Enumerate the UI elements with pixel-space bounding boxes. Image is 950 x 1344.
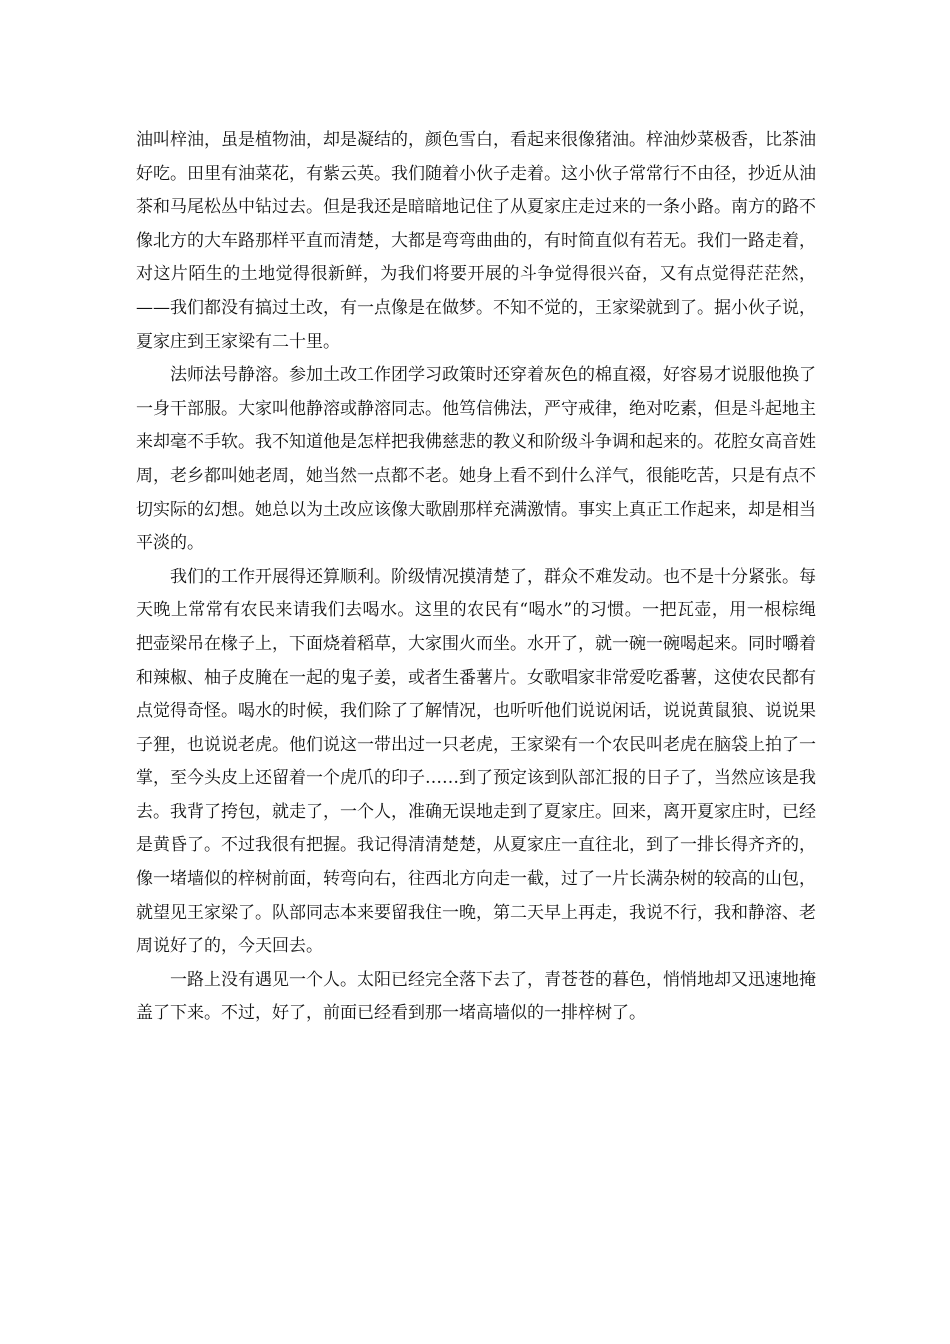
paragraph-4: 一路上没有遇见一个人。太阳已经完全落下去了，青苍苍的暮色，悄悄地却又迅速地掩盖了下来。不过，好了，前面已经看到那一堵高墙似的一排梓树了。 bbox=[136, 969, 816, 1024]
paragraph-3: 我们的工作开展得还算顺利。阶级情况摸清楚了，群众不难发动。也不是十分紧张。每天晚上常常有农民来请我们去喝水。这里的农民有“喝水”的习惯。一把瓦壶，用一根棕绳把壶梁吊在椽子上，下面烧着稻草，大家围火而坐。水开了，就一碗一碗喝起来。同时嚼着和辣椒、柚子皮腌在一起的鬼子姜，或者生番薯片。女歌唱家非常爱吃番薯，这使农民都有点觉得奇怪。喝水的时候，我们除了了解情况，也听听他们说说闲话，说说黄鼠狼、说说果子狸，也说说老虎。他们说这一带出过一只老虎，王家梁有一个农民叫老虎在脑袋上拍了一掌，至今头皮上还留着一个虎爪的印子……到了预定该到队部汇报的日子了，当然应该是我去。我背了挎包，就走了，一个人，准确无误地走到了夏家庄。回来，离开夏家庄时，已经是黄昏了。不过我很有把握。我记得清清楚楚，从夏家庄一直往北，到了一排长得齐齐的，像一堵墙似的梓树前面，转弯向右，往西北方向走一截，过了一片长满杂树的较高的山包，就望见王家梁了。队部同志本来要留我住一晚，第二天早上再走，我说不行，我和静溶、老周说好了的，今天回去。 bbox=[136, 566, 816, 957]
paragraph-2: 法师法号静溶。参加土改工作团学习政策时还穿着灰色的棉直裰，好容易才说服他换了一身干部服。大家叫他静溶或静溶同志。他笃信佛法，严守戒律，绝对吃素，但是斗起地主来却毫不手软。我不知道他是怎样把我佛慈悲的教义和阶级斗争调和起来的。花腔女高音姓周，老乡都叫她老周，她当然一点都不老。她身上看不到什么洋气，很能吃苦，只是有点不切实际的幻想。她总以为土改应该像大歌剧那样充满激情。事实上真正工作起来，却是相当平淡的。 bbox=[136, 365, 816, 554]
paragraph-1: 油叫梓油，虽是植物油，却是凝结的，颜色雪白，看起来很像猪油。梓油炒菜极香，比茶油好吃。田里有油菜花，有紫云英。我们随着小伙子走着。这小伙子常常行不由径，抄近从油茶和马尾松丛中钻过去。但是我还是暗暗地记住了从夏家庄走过来的一条小路。南方的路不像北方的大车路那样平直而清楚，大都是弯弯曲曲的，有时简直似有若无。我们一路走着，对这片陌生的土地觉得很新鲜，为我们将要开展的斗争觉得很兴奋，又有点觉得茫茫然，——我们都没有搞过土改，有一点像是在做梦。不知不觉的，王家梁就到了。据小伙子说，夏家庄到王家梁有二十里。 bbox=[136, 130, 816, 352]
document-body bbox=[136, 124, 816, 1031]
